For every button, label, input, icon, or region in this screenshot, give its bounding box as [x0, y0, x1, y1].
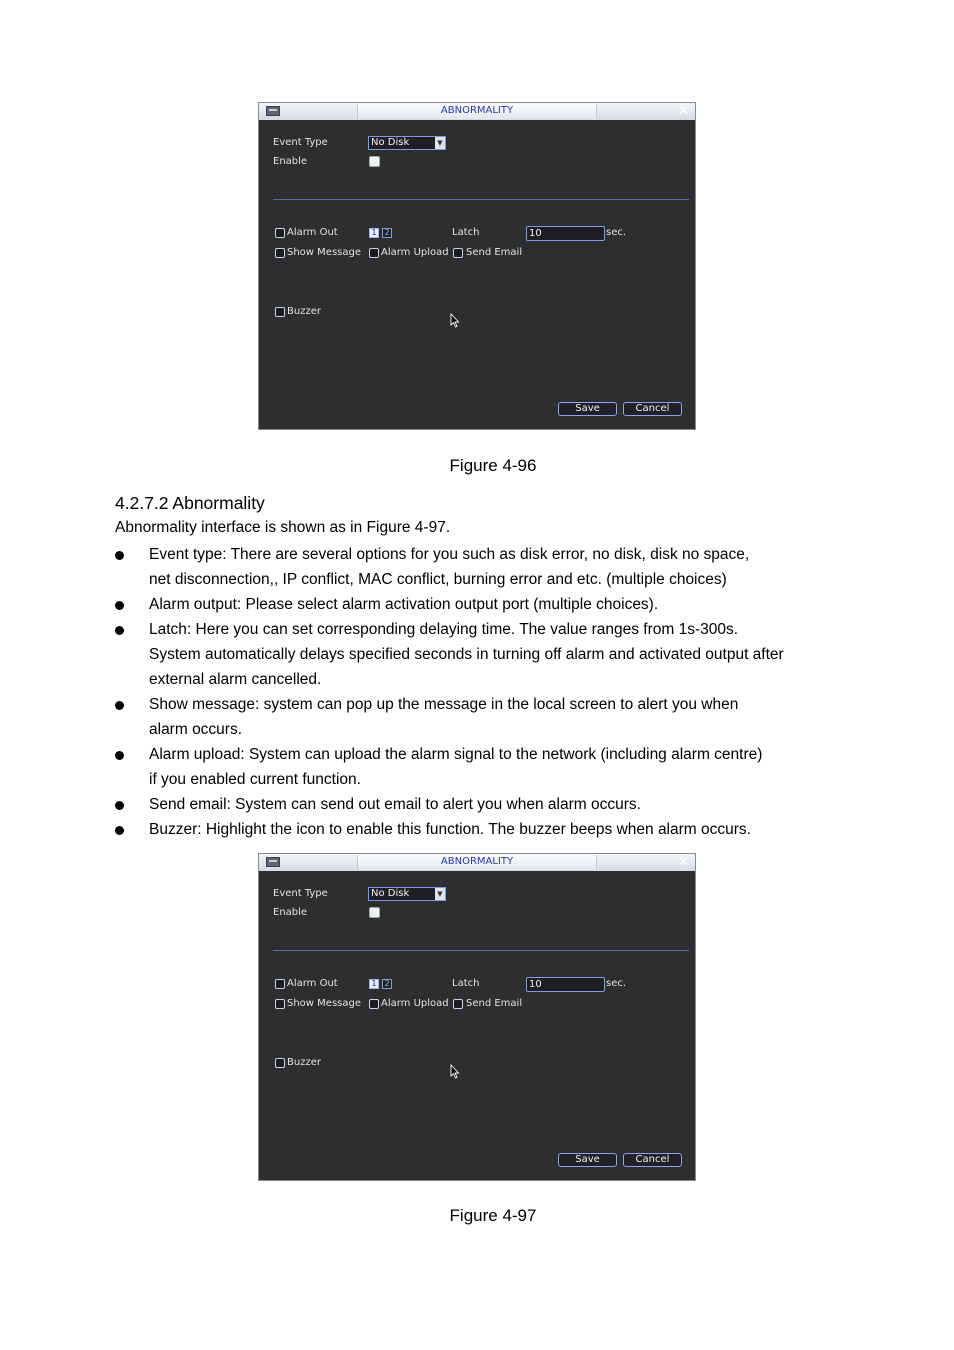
- dialog-title: ABNORMALITY: [440, 856, 514, 867]
- chevron-down-icon[interactable]: ▼: [435, 888, 445, 900]
- alarm-port-1[interactable]: 1: [369, 228, 379, 238]
- close-icon[interactable]: ✕: [678, 104, 689, 119]
- show-message-label: Show Message: [287, 998, 361, 1009]
- alarm-port-2[interactable]: 2: [382, 979, 392, 989]
- buzzer-checkbox[interactable]: [275, 1058, 285, 1068]
- send-email-label: Send Email: [466, 998, 523, 1009]
- latch-input[interactable]: [526, 977, 605, 992]
- mouse-cursor-icon: [450, 1064, 460, 1079]
- event-type-select[interactable]: [368, 887, 446, 901]
- show-message-label: Show Message: [287, 247, 361, 258]
- bullet-dot-icon: [115, 551, 124, 560]
- latch-label: Latch: [452, 227, 480, 238]
- latch-input[interactable]: [526, 226, 605, 241]
- bullet-text: Buzzer: Highlight the icon to enable this function. The buzzer beeps when alarm occurs.: [149, 821, 751, 838]
- bullet-dot-icon: [115, 626, 124, 635]
- event-type-select[interactable]: [368, 136, 446, 150]
- alarm-out-label: Alarm Out: [287, 978, 338, 989]
- bullet-dot-icon: [115, 826, 124, 835]
- latch-unit: sec.: [606, 978, 627, 989]
- cancel-button[interactable]: Cancel: [623, 1153, 682, 1167]
- show-message-checkbox[interactable]: [275, 248, 285, 258]
- buzzer-checkbox[interactable]: [275, 307, 285, 317]
- section-title: 4.2.7.2 Abnormality: [115, 493, 265, 513]
- bullet-text: Alarm upload: System can upload the alarm signal to the network (including alarm centre) if you enabled current function.: [149, 746, 763, 788]
- abnormality-dialog-2: [258, 853, 696, 1181]
- alarm-upload-label: Alarm Upload: [381, 998, 449, 1009]
- abnormality-dialog-1: [258, 102, 696, 430]
- event-type-value: No Disk: [371, 137, 410, 148]
- bullet-dot-icon: [115, 801, 124, 810]
- bullet-text: Alarm output: Please select alarm activation output port (multiple choices).: [149, 596, 659, 613]
- latch-value: 10: [529, 228, 542, 239]
- separator-line: [273, 199, 689, 200]
- latch-label: Latch: [452, 978, 480, 989]
- buzzer-label: Buzzer: [287, 1057, 321, 1068]
- chevron-down-icon[interactable]: ▼: [435, 137, 445, 149]
- alarm-upload-label: Alarm Upload: [381, 247, 449, 258]
- intro-text: Abnormality interface is shown as in Figure 4-97.: [115, 519, 451, 536]
- bullet-text: Event type: There are several options for you such as disk error, no disk, disk no space, net disconnection,, IP conflict, MAC conflict, burning error and etc. (multiple choices): [149, 546, 750, 588]
- bullet-text: Latch: Here you can set corresponding delaying time. The value ranges from 1s-300s. System automatically delays specified seconds in turning off alarm and activated output after external alarm cancelled.: [149, 621, 784, 688]
- enable-label: Enable: [273, 156, 308, 167]
- alarm-out-label: Alarm Out: [287, 227, 338, 238]
- latch-value: 10: [529, 979, 542, 990]
- bullet-dot-icon: [115, 701, 124, 710]
- event-type-value: No Disk: [371, 888, 410, 899]
- send-email-label: Send Email: [466, 247, 523, 258]
- title-bar: [259, 103, 695, 120]
- alarm-out-checkbox[interactable]: [275, 228, 285, 238]
- figure-caption-1: Figure 4-96: [449, 456, 537, 475]
- enable-checkbox[interactable]: [369, 156, 380, 167]
- bullet-dot-icon: [115, 601, 124, 610]
- send-email-checkbox[interactable]: [453, 999, 463, 1009]
- alarm-port-1[interactable]: 1: [369, 979, 379, 989]
- event-type-label: Event Type: [273, 888, 328, 899]
- latch-unit: sec.: [606, 227, 627, 238]
- save-button[interactable]: Save: [558, 402, 617, 416]
- bullet-text: Show message: system can pop up the message in the local screen to alert you when alarm occurs.: [149, 696, 739, 738]
- mouse-cursor-icon: [450, 313, 460, 328]
- alarm-out-checkbox[interactable]: [275, 979, 285, 989]
- show-message-checkbox[interactable]: [275, 999, 285, 1009]
- send-email-checkbox[interactable]: [453, 248, 463, 258]
- save-button[interactable]: Save: [558, 1153, 617, 1167]
- bullet-dot-icon: [115, 751, 124, 760]
- cancel-button[interactable]: Cancel: [623, 402, 682, 416]
- alarm-port-2[interactable]: 2: [382, 228, 392, 238]
- buzzer-label: Buzzer: [287, 306, 321, 317]
- event-type-label: Event Type: [273, 137, 328, 148]
- title-bar: [259, 854, 695, 871]
- figure-caption-2: Figure 4-97: [449, 1206, 537, 1225]
- alarm-upload-checkbox[interactable]: [369, 999, 379, 1009]
- separator-line: [273, 950, 689, 951]
- alarm-upload-checkbox[interactable]: [369, 248, 379, 258]
- bullet-text: Send email: System can send out email to alert you when alarm occurs.: [149, 796, 641, 813]
- enable-label: Enable: [273, 907, 308, 918]
- close-icon[interactable]: ✕: [678, 855, 689, 870]
- enable-checkbox[interactable]: [369, 907, 380, 918]
- dialog-title: ABNORMALITY: [440, 105, 514, 116]
